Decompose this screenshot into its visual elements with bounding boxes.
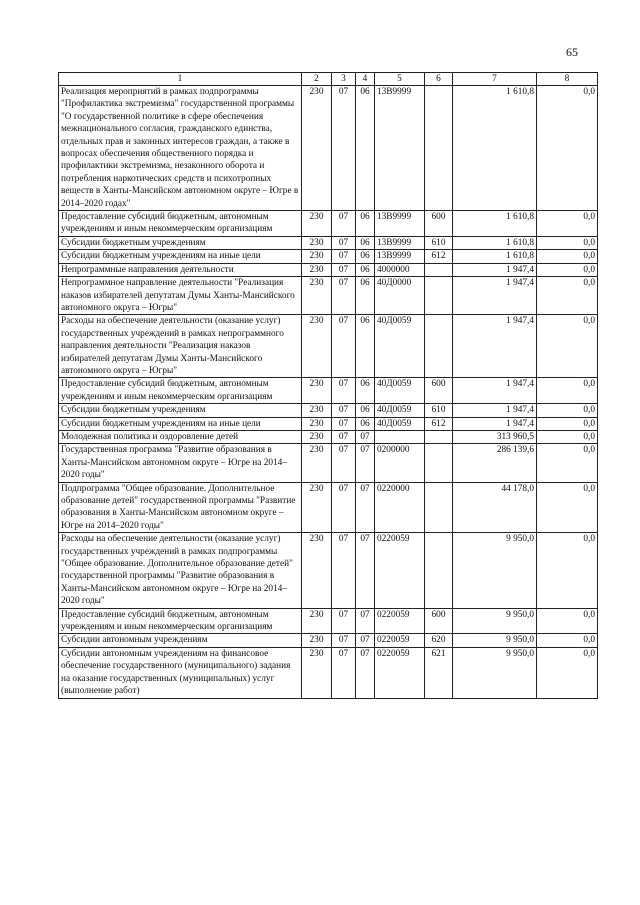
- table-row: [59, 533, 598, 608]
- row-name-cell: Непрограммные направления деятельности: [59, 263, 302, 276]
- table-body: [59, 86, 598, 699]
- amount-cell: 9 950,0: [453, 634, 537, 647]
- amount-cell: 1 610,8: [453, 86, 537, 211]
- table-row: [59, 236, 598, 249]
- ministry-code-cell: 230: [302, 647, 332, 698]
- target-article-cell: 40Д0059: [375, 417, 425, 430]
- amount-cell: 1 610,8: [453, 211, 537, 237]
- expense-type-cell: 610: [425, 404, 453, 417]
- expense-type-cell: 612: [425, 417, 453, 430]
- row-name-cell: Расходы на обеспечение деятельности (оказание услуг) государственных учреждений в рамках подпрограммы "Общее образование. Дополнительное образование детей" государственной программы "Развитие образования в Ханты-Мансийском автономном округе – Югре на 2014–2020 годы": [59, 533, 302, 608]
- amount-cell: 1 947,4: [453, 417, 537, 430]
- subsection-cell: 06: [356, 378, 375, 404]
- column-header-4: 4: [356, 73, 375, 86]
- section-cell: 07: [332, 404, 356, 417]
- ministry-code-cell: 230: [302, 236, 332, 249]
- table-row: [59, 263, 598, 276]
- budget-table: [58, 72, 598, 699]
- amount-2-cell: 0,0: [537, 634, 598, 647]
- ministry-code-cell: 230: [302, 533, 332, 608]
- table-row: [59, 86, 598, 211]
- section-cell: 07: [332, 482, 356, 533]
- ministry-code-cell: 230: [302, 634, 332, 647]
- row-name-cell: Субсидии бюджетным учреждениям на иные цели: [59, 417, 302, 430]
- amount-cell: 44 178,0: [453, 482, 537, 533]
- subsection-cell: 07: [356, 647, 375, 698]
- expense-type-cell: [425, 430, 453, 443]
- expense-type-cell: [425, 533, 453, 608]
- target-article-cell: 0200000: [375, 444, 425, 482]
- amount-cell: 1 947,4: [453, 277, 537, 315]
- amount-2-cell: 0,0: [537, 647, 598, 698]
- amount-cell: 9 950,0: [453, 608, 537, 634]
- section-cell: 07: [332, 634, 356, 647]
- row-name-cell: Субсидии автономным учреждениям на финансовое обеспечение государственного (муниципального) задания на оказание государственных (муниципальных) услуг (выполнение работ): [59, 647, 302, 698]
- row-name-cell: Субсидии автономным учреждениям: [59, 634, 302, 647]
- table-row: [59, 211, 598, 237]
- amount-cell: 1 947,4: [453, 378, 537, 404]
- section-cell: 07: [332, 277, 356, 315]
- expense-type-cell: [425, 315, 453, 378]
- target-article-cell: 13В9999: [375, 236, 425, 249]
- row-name-cell: Субсидии бюджетным учреждениям на иные цели: [59, 250, 302, 263]
- row-name-cell: Подпрограмма "Общее образование. Дополнительное образование детей" государственной программы "Развитие образования в Ханты-Мансийском автономном округе – Югре на 2014–2020 годы": [59, 482, 302, 533]
- ministry-code-cell: 230: [302, 263, 332, 276]
- target-article-cell: 13В9999: [375, 250, 425, 263]
- target-article-cell: 0220059: [375, 533, 425, 608]
- subsection-cell: 06: [356, 404, 375, 417]
- table-row: [59, 634, 598, 647]
- table-row: [59, 417, 598, 430]
- row-name-cell: Государственная программа "Развитие образования в Ханты-Мансийском автономном округе – Югре на 2014–2020 годы": [59, 444, 302, 482]
- subsection-cell: 07: [356, 444, 375, 482]
- subsection-cell: 07: [356, 634, 375, 647]
- subsection-cell: 06: [356, 315, 375, 378]
- expense-type-cell: [425, 444, 453, 482]
- ministry-code-cell: 230: [302, 86, 332, 211]
- target-article-cell: 0220059: [375, 634, 425, 647]
- amount-2-cell: 0,0: [537, 211, 598, 237]
- section-cell: 07: [332, 608, 356, 634]
- expense-type-cell: 620: [425, 634, 453, 647]
- section-cell: 07: [332, 236, 356, 249]
- target-article-cell: 13В9999: [375, 211, 425, 237]
- amount-2-cell: 0,0: [537, 315, 598, 378]
- subsection-cell: 06: [356, 236, 375, 249]
- subsection-cell: 07: [356, 533, 375, 608]
- amount-2-cell: 0,0: [537, 86, 598, 211]
- ministry-code-cell: 230: [302, 277, 332, 315]
- section-cell: 07: [332, 417, 356, 430]
- table-row: [59, 250, 598, 263]
- expense-type-cell: 600: [425, 378, 453, 404]
- ministry-code-cell: 230: [302, 608, 332, 634]
- table-row: [59, 608, 598, 634]
- target-article-cell: 40Д0059: [375, 378, 425, 404]
- amount-2-cell: 0,0: [537, 533, 598, 608]
- amount-cell: 1 610,8: [453, 236, 537, 249]
- expense-type-cell: 600: [425, 211, 453, 237]
- section-cell: 07: [332, 250, 356, 263]
- ministry-code-cell: 230: [302, 482, 332, 533]
- subsection-cell: 07: [356, 482, 375, 533]
- table-row: [59, 430, 598, 443]
- amount-2-cell: 0,0: [537, 277, 598, 315]
- target-article-cell: 40Д0059: [375, 404, 425, 417]
- amount-cell: 1 947,4: [453, 315, 537, 378]
- table-row: [59, 482, 598, 533]
- section-cell: 07: [332, 378, 356, 404]
- subsection-cell: 06: [356, 417, 375, 430]
- ministry-code-cell: 230: [302, 315, 332, 378]
- amount-cell: 9 950,0: [453, 647, 537, 698]
- expense-type-cell: [425, 277, 453, 315]
- column-header-1: 1: [59, 73, 302, 86]
- row-name-cell: Субсидии бюджетным учреждениям: [59, 236, 302, 249]
- expense-type-cell: [425, 263, 453, 276]
- amount-cell: 1 947,4: [453, 404, 537, 417]
- target-article-cell: 40Д0000: [375, 277, 425, 315]
- section-cell: 07: [332, 211, 356, 237]
- ministry-code-cell: 230: [302, 378, 332, 404]
- amount-cell: 313 960,5: [453, 430, 537, 443]
- amount-2-cell: 0,0: [537, 608, 598, 634]
- section-cell: 07: [332, 430, 356, 443]
- subsection-cell: 06: [356, 211, 375, 237]
- amount-cell: 9 950,0: [453, 533, 537, 608]
- row-name-cell: Непрограммное направление деятельности "Реализация наказов избирателей депутатам Думы Ханты-Мансийского автономного округа – Югры": [59, 277, 302, 315]
- expense-type-cell: 621: [425, 647, 453, 698]
- target-article-cell: [375, 430, 425, 443]
- target-article-cell: 40Д0059: [375, 315, 425, 378]
- amount-2-cell: 0,0: [537, 417, 598, 430]
- amount-2-cell: 0,0: [537, 430, 598, 443]
- amount-2-cell: 0,0: [537, 482, 598, 533]
- amount-2-cell: 0,0: [537, 236, 598, 249]
- amount-2-cell: 0,0: [537, 378, 598, 404]
- ministry-code-cell: 230: [302, 417, 332, 430]
- table-row: [59, 277, 598, 315]
- section-cell: 07: [332, 444, 356, 482]
- row-name-cell: Субсидии бюджетным учреждениям: [59, 404, 302, 417]
- target-article-cell: 0220000: [375, 482, 425, 533]
- subsection-cell: 07: [356, 608, 375, 634]
- ministry-code-cell: 230: [302, 404, 332, 417]
- header-row: [59, 73, 598, 86]
- column-header-7: 7: [453, 73, 537, 86]
- subsection-cell: 06: [356, 86, 375, 211]
- row-name-cell: Предоставление субсидий бюджетным, автономным учреждениям и иным некоммерческим организациям: [59, 211, 302, 237]
- target-article-cell: 13В9999: [375, 86, 425, 211]
- amount-2-cell: 0,0: [537, 404, 598, 417]
- expense-type-cell: 612: [425, 250, 453, 263]
- column-header-2: 2: [302, 73, 332, 86]
- ministry-code-cell: 230: [302, 430, 332, 443]
- column-header-5: 5: [375, 73, 425, 86]
- ministry-code-cell: 230: [302, 211, 332, 237]
- table-row: [59, 404, 598, 417]
- expense-type-cell: [425, 86, 453, 211]
- section-cell: 07: [332, 263, 356, 276]
- row-name-cell: Предоставление субсидий бюджетным, автономным учреждениям и иным некоммерческим организациям: [59, 608, 302, 634]
- ministry-code-cell: 230: [302, 444, 332, 482]
- table-row: [59, 378, 598, 404]
- target-article-cell: 0220059: [375, 647, 425, 698]
- subsection-cell: 06: [356, 263, 375, 276]
- page-number: 65: [566, 45, 578, 59]
- subsection-cell: 06: [356, 277, 375, 315]
- section-cell: 07: [332, 315, 356, 378]
- table-row: [59, 315, 598, 378]
- target-article-cell: 0220059: [375, 608, 425, 634]
- amount-2-cell: 0,0: [537, 444, 598, 482]
- table-header: [59, 73, 598, 86]
- section-cell: 07: [332, 647, 356, 698]
- amount-cell: 1 610,8: [453, 250, 537, 263]
- column-header-3: 3: [332, 73, 356, 86]
- row-name-cell: Молодежная политика и оздоровление детей: [59, 430, 302, 443]
- section-cell: 07: [332, 86, 356, 211]
- section-cell: 07: [332, 533, 356, 608]
- expense-type-cell: [425, 482, 453, 533]
- row-name-cell: Предоставление субсидий бюджетным, автономным учреждениям и иным некоммерческим организациям: [59, 378, 302, 404]
- expense-type-cell: 610: [425, 236, 453, 249]
- table-row: [59, 647, 598, 698]
- subsection-cell: 06: [356, 250, 375, 263]
- target-article-cell: 4000000: [375, 263, 425, 276]
- amount-2-cell: 0,0: [537, 250, 598, 263]
- column-header-6: 6: [425, 73, 453, 86]
- row-name-cell: Расходы на обеспечение деятельности (оказание услуг) государственных учреждений в рамках непрограммного направления деятельности "Реализация наказов избирателей депутатам Думы Ханты-Мансийского автономного округа – Югры": [59, 315, 302, 378]
- row-name-cell: Реализация мероприятий в рамках подпрограммы "Профилактика экстремизма" государственной программы "О государственной политике в сфере обеспечения межнационального согласия, гражданского единства, отдельных прав и законных интересов граждан, а также в вопросах обеспечения общественного порядка и профилактики экстремизма, незаконного оборота и потребления наркотических средств и психотропных веществ в Ханты-Мансийском автономном округе – Югре в 2014–2020 годах": [59, 86, 302, 211]
- subsection-cell: 07: [356, 430, 375, 443]
- table-row: [59, 444, 598, 482]
- expense-type-cell: 600: [425, 608, 453, 634]
- column-header-8: 8: [537, 73, 598, 86]
- amount-cell: 1 947,4: [453, 263, 537, 276]
- ministry-code-cell: 230: [302, 250, 332, 263]
- amount-2-cell: 0,0: [537, 263, 598, 276]
- amount-cell: 286 139,6: [453, 444, 537, 482]
